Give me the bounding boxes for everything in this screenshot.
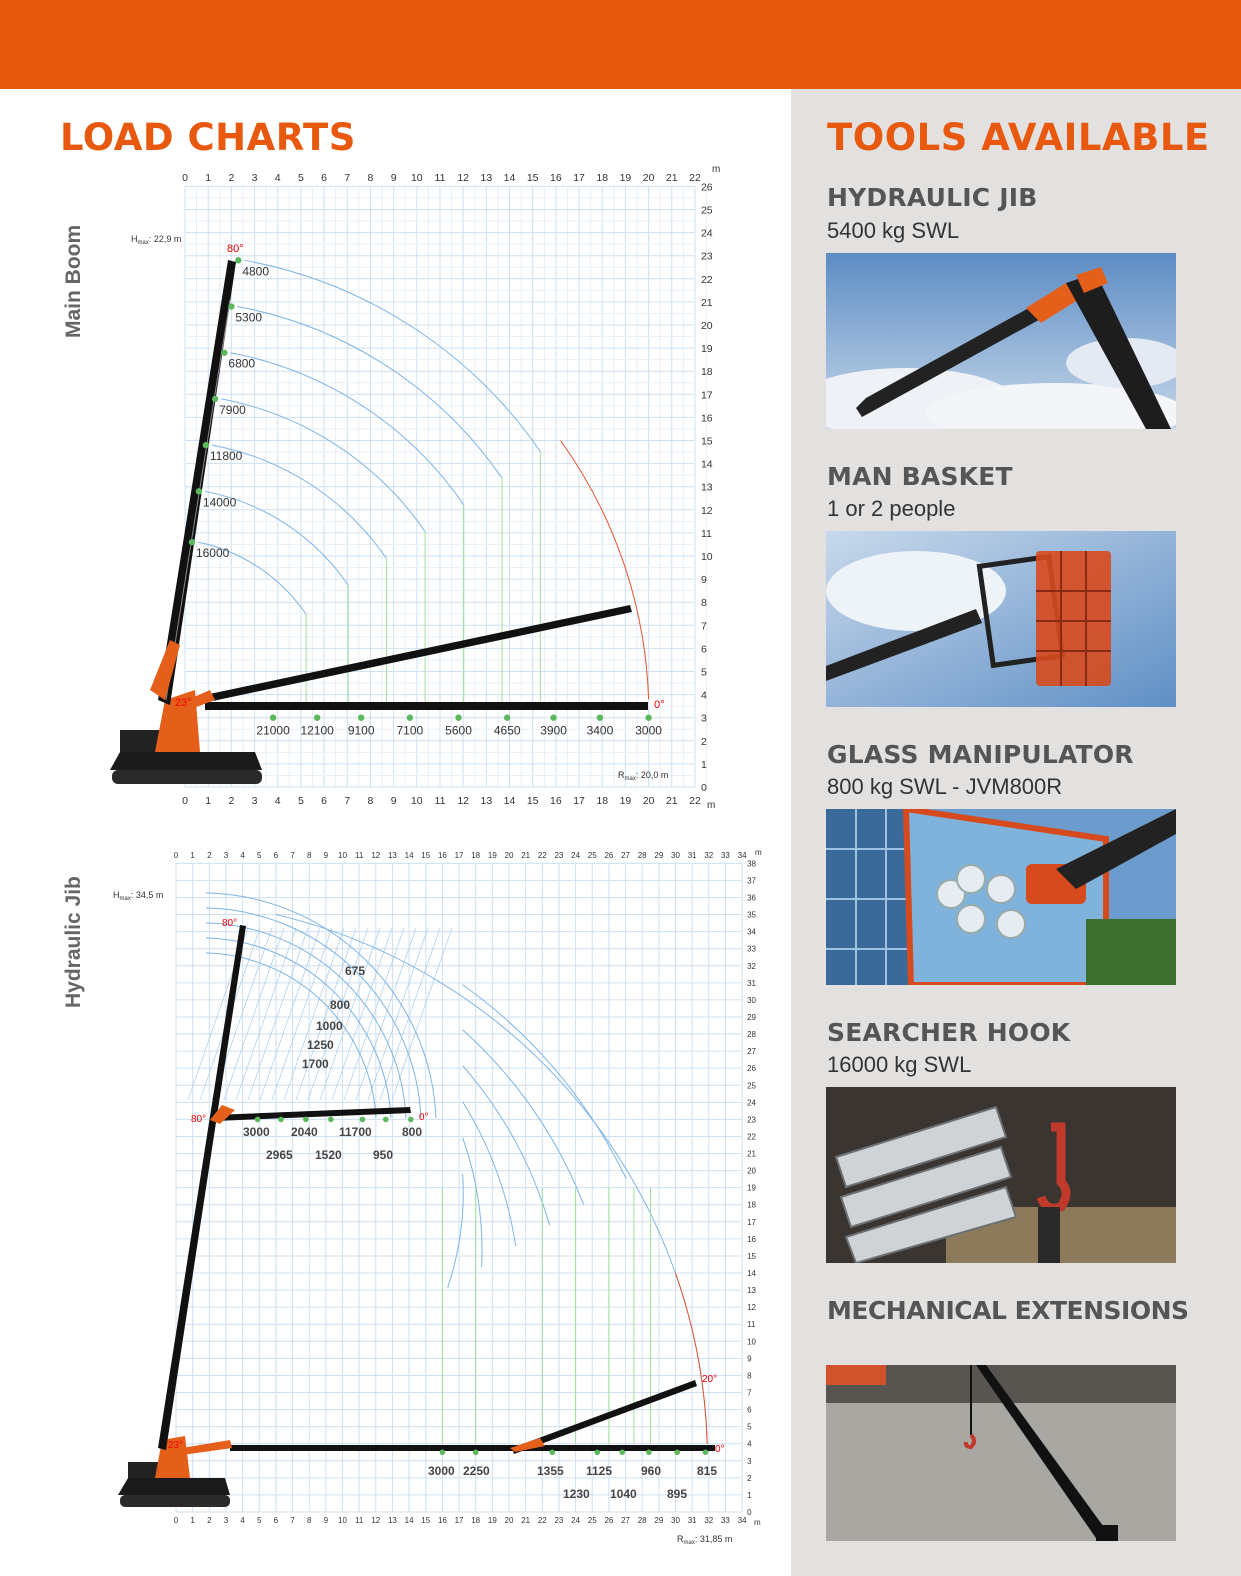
- x-tick-label: 12: [371, 851, 381, 860]
- load-point: [549, 1449, 555, 1455]
- x-tick-label: 8: [306, 1516, 312, 1525]
- y-tick-label: 24: [700, 227, 713, 240]
- mechanical-extension-photo: [826, 1365, 1176, 1541]
- y-tick-label: 35: [747, 910, 757, 920]
- y-tick-label: 2: [747, 1473, 752, 1483]
- load-point: [674, 1449, 680, 1455]
- load-point: [703, 1449, 709, 1455]
- y-tick-label: 9: [747, 1354, 752, 1364]
- x-tick-label: 0: [173, 1516, 179, 1525]
- radius-arc: [463, 985, 627, 1179]
- x-tick-label: 20: [504, 1516, 514, 1525]
- x-tick-label: 11: [434, 795, 446, 807]
- y-tick-label: 38: [747, 859, 757, 869]
- x-tick-label: 29: [654, 1516, 664, 1525]
- y-tick-label: 31: [747, 978, 757, 988]
- x-tick-label: 22: [537, 1516, 547, 1525]
- jib-angle-0-lower: 0°: [715, 1444, 725, 1455]
- jib-lower-load: 960: [641, 1464, 662, 1478]
- x-tick-label: 14: [404, 1516, 414, 1525]
- x-tick-label: 28: [637, 1516, 647, 1525]
- x-tick-label: 19: [487, 1516, 497, 1525]
- y-tick-label: 20: [700, 320, 713, 332]
- load-point: [255, 1117, 261, 1123]
- x-tick-label: 17: [454, 1516, 464, 1525]
- radius-arc: [463, 1102, 516, 1246]
- y-tick-label: 19: [747, 1183, 757, 1193]
- y-tick-label: 27: [747, 1047, 757, 1057]
- man-basket-photo: [826, 531, 1176, 707]
- y-tick-label: 18: [700, 366, 713, 379]
- y-tick-label: 23: [700, 250, 713, 263]
- y-tick-label: 1: [747, 1490, 752, 1500]
- x-tick-label: 11: [354, 1516, 364, 1525]
- sidebar-title: TOOLS AVAILABLE: [827, 116, 1210, 159]
- y-tick-label: 21: [747, 1149, 757, 1159]
- x-tick-label: 5: [297, 172, 304, 184]
- y-tick-label: 6: [747, 1405, 752, 1415]
- y-tick-label: 0: [700, 782, 707, 794]
- tool-title-searcher-hook: SEARCHER HOOK: [827, 1018, 1071, 1047]
- x-tick-label: 9: [390, 795, 397, 807]
- x-tick-label: 10: [338, 1516, 347, 1525]
- y-tick-label: 17: [747, 1217, 757, 1227]
- load-value: 12100: [300, 723, 334, 738]
- y-tick-label: 18: [747, 1200, 757, 1210]
- jib-zone-load: 800: [330, 998, 351, 1012]
- y-tick-label: 0: [747, 1508, 752, 1517]
- x-tick-label: 0: [182, 172, 188, 184]
- x-tick-label: 33: [720, 1516, 730, 1525]
- y-tick-label: 25: [747, 1081, 757, 1091]
- x-tick-label: 2: [207, 851, 212, 860]
- y-tick-label: 10: [747, 1337, 757, 1347]
- hatch-line: [392, 928, 452, 1100]
- y-tick-label: 28: [747, 1030, 757, 1040]
- y-tick-label: 15: [747, 1251, 757, 1261]
- x-tick-label: 8: [367, 172, 374, 184]
- x-tick-label: 21: [665, 795, 678, 807]
- hatch-line: [260, 928, 320, 1100]
- y-tick-label: 7: [747, 1388, 752, 1398]
- x-tick-label: 22: [689, 795, 701, 807]
- x-tick-label: 18: [596, 795, 609, 807]
- x-tick-label: 13: [387, 851, 397, 860]
- jib-grid: [174, 851, 757, 1525]
- jib-angle-23: 23°: [168, 1440, 184, 1451]
- x-tick-label: 5: [297, 795, 304, 807]
- x-tick-label: 28: [637, 851, 647, 860]
- tool-spec-glass-manipulator: 800 kg SWL - JVM800R: [827, 774, 1063, 799]
- x-tick-label: 20: [642, 795, 655, 807]
- x-tick-label: 10: [410, 795, 423, 807]
- x-tick-label: 1: [190, 1516, 195, 1525]
- x-tick-label: 20: [504, 851, 514, 860]
- hatch-line: [236, 928, 296, 1100]
- tool-title-man-basket: MAN BASKET: [827, 462, 1013, 491]
- y-tick-label: 19: [700, 343, 713, 356]
- jib-upper-load: 800: [402, 1125, 423, 1139]
- main-boom-hmax-label: $H_{max}$: 22,9 m: [131, 234, 182, 246]
- x-tick-label: 11: [434, 172, 446, 184]
- hatch-line: [368, 928, 428, 1100]
- x-tick-label: 26: [604, 851, 614, 860]
- main-boom-bottom-unit: m: [707, 800, 716, 811]
- x-tick-label: 15: [526, 795, 539, 807]
- x-tick-label: 18: [471, 851, 481, 860]
- y-tick-label: 16: [700, 412, 713, 425]
- load-value: 3900: [540, 723, 567, 738]
- x-tick-label: 5: [257, 851, 262, 860]
- y-tick-label: 7: [700, 620, 707, 633]
- y-tick-label: 13: [747, 1286, 757, 1296]
- load-value: 6800: [228, 356, 256, 371]
- x-tick-label: 19: [487, 851, 497, 860]
- jib-lower-load: 1355: [537, 1464, 564, 1478]
- y-tick-label: 2: [700, 735, 707, 748]
- y-tick-label: 24: [747, 1098, 757, 1108]
- jib-zone-load: 675: [345, 964, 366, 978]
- x-tick-label: 3: [251, 172, 258, 184]
- x-tick-label: 9: [323, 851, 329, 860]
- x-tick-label: 5: [257, 1516, 262, 1525]
- x-tick-label: 2: [228, 795, 235, 807]
- y-tick-label: 9: [700, 574, 707, 587]
- load-value: 11800: [209, 449, 243, 464]
- x-tick-label: 15: [421, 1516, 431, 1525]
- y-tick-label: 5: [747, 1422, 752, 1432]
- x-tick-label: 33: [720, 851, 730, 860]
- load-value: 7900: [219, 402, 246, 417]
- load-point: [408, 1117, 414, 1123]
- x-tick-label: 25: [587, 851, 597, 860]
- radius-arc: [463, 1138, 482, 1267]
- x-tick-label: 16: [437, 1516, 447, 1525]
- x-tick-label: 12: [457, 795, 470, 807]
- x-tick-label: 19: [619, 172, 632, 184]
- x-tick-label: 8: [367, 795, 374, 807]
- jib-hmax-label: $H_{max}$: 34,5 m: [113, 890, 164, 902]
- x-tick-label: 1: [205, 172, 212, 184]
- x-tick-label: 32: [704, 851, 714, 860]
- x-tick-label: 10: [338, 851, 347, 860]
- x-tick-label: 31: [687, 851, 697, 860]
- jib-angle-0-upper: 0°: [419, 1112, 429, 1123]
- main-boom-angle-80: 80°: [227, 243, 244, 255]
- jib-upper-load: 2040: [291, 1125, 318, 1139]
- load-point: [646, 1449, 652, 1455]
- y-tick-label: 22: [700, 273, 713, 286]
- x-tick-label: 0: [182, 795, 188, 807]
- y-tick-label: 3: [747, 1456, 752, 1466]
- y-tick-label: 11: [747, 1320, 756, 1330]
- y-tick-label: 4: [700, 689, 707, 702]
- y-tick-label: 10: [700, 551, 713, 563]
- x-tick-label: 4: [240, 1516, 245, 1525]
- x-tick-label: 9: [390, 172, 397, 184]
- x-tick-label: 14: [503, 172, 516, 184]
- y-tick-label: 8: [700, 597, 707, 610]
- searcher-hook-photo: [826, 1087, 1176, 1263]
- jib-zone-load: 1000: [316, 1019, 343, 1033]
- x-tick-label: 3: [223, 851, 229, 860]
- x-tick-label: 13: [387, 1516, 397, 1525]
- load-value: 16000: [195, 546, 230, 561]
- y-tick-label: 6: [700, 643, 707, 656]
- load-value: 21000: [256, 723, 290, 738]
- load-value: 9100: [347, 723, 375, 738]
- y-tick-label: 14: [700, 458, 713, 471]
- jib-lower-load: 1040: [610, 1487, 637, 1501]
- y-tick-label: 4: [747, 1439, 752, 1449]
- y-tick-label: 11: [700, 527, 712, 540]
- tool-title-glass-manipulator: GLASS MANIPULATOR: [827, 740, 1134, 769]
- x-tick-label: 15: [421, 851, 431, 860]
- x-tick-label: 30: [671, 851, 680, 860]
- main-boom-label: Main Boom: [62, 224, 85, 338]
- x-tick-label: 17: [573, 172, 585, 184]
- load-point: [303, 1117, 309, 1123]
- radius-arc: [463, 1030, 584, 1205]
- x-tick-label: 15: [526, 172, 539, 184]
- x-tick-label: 18: [596, 172, 609, 184]
- load-point: [473, 1449, 479, 1455]
- x-tick-label: 3: [251, 795, 258, 807]
- y-tick-label: 5: [700, 666, 707, 679]
- y-tick-label: 32: [747, 961, 757, 971]
- x-tick-label: 16: [437, 851, 447, 860]
- y-tick-label: 26: [747, 1064, 757, 1074]
- jib-lower-load: 2250: [463, 1464, 490, 1478]
- tool-spec-searcher-hook: 16000 kg SWL: [827, 1052, 972, 1077]
- x-tick-label: 25: [587, 1516, 597, 1525]
- x-tick-label: 32: [704, 1516, 714, 1525]
- x-tick-label: 21: [665, 172, 678, 184]
- load-point: [360, 1117, 366, 1123]
- load-point: [278, 1117, 284, 1123]
- y-tick-label: 34: [747, 927, 757, 937]
- x-tick-label: 12: [457, 172, 470, 184]
- load-point: [440, 1449, 446, 1455]
- x-tick-label: 29: [654, 851, 664, 860]
- x-tick-label: 23: [554, 1516, 564, 1525]
- jib-upper-load: 2965: [266, 1148, 293, 1162]
- x-tick-label: 7: [344, 172, 351, 184]
- main-boom-angle-23: 23°: [175, 697, 192, 709]
- x-tick-label: 3: [223, 1516, 229, 1525]
- jib-upper-load: 3000: [243, 1125, 270, 1139]
- x-tick-label: 1: [190, 851, 195, 860]
- y-tick-label: 25: [700, 204, 713, 217]
- x-tick-label: 7: [290, 1516, 295, 1525]
- x-tick-label: 6: [273, 1516, 279, 1525]
- y-tick-label: 17: [700, 389, 713, 402]
- x-tick-label: 8: [306, 851, 312, 860]
- x-tick-label: 30: [671, 1516, 680, 1525]
- jib-lower-load: 895: [667, 1487, 688, 1501]
- hatch-line: [320, 928, 380, 1100]
- crane-jib-photo: [826, 253, 1176, 429]
- y-tick-label: 23: [747, 1115, 757, 1125]
- y-tick-label: 33: [747, 944, 757, 954]
- y-tick-label: 16: [747, 1234, 757, 1244]
- x-tick-label: 6: [321, 172, 328, 184]
- y-tick-label: 13: [700, 481, 713, 494]
- x-tick-label: 6: [321, 795, 328, 807]
- jib-upper-load: 1520: [315, 1148, 342, 1162]
- x-tick-label: 31: [687, 1516, 697, 1525]
- x-tick-label: 12: [371, 1516, 381, 1525]
- x-tick-label: 20: [642, 172, 655, 184]
- y-tick-label: 12: [700, 504, 713, 517]
- x-tick-label: 22: [537, 851, 547, 860]
- load-point: [594, 1449, 600, 1455]
- x-tick-label: 21: [521, 1516, 531, 1525]
- jib-bottom-unit: m: [754, 1518, 761, 1527]
- jib-lower-load: 3000: [428, 1464, 455, 1478]
- x-tick-label: 24: [571, 851, 581, 860]
- x-tick-label: 14: [503, 795, 516, 807]
- x-tick-label: 19: [619, 795, 632, 807]
- x-tick-label: 22: [689, 172, 701, 184]
- x-tick-label: 6: [273, 851, 279, 860]
- x-tick-label: 16: [550, 795, 562, 807]
- jib-angle-80-top: 80°: [222, 918, 238, 929]
- jib-zone-load: 1250: [307, 1038, 334, 1052]
- x-tick-label: 16: [550, 172, 562, 184]
- hydraulic-jib-label: Hydraulic Jib: [62, 876, 85, 1008]
- y-tick-label: 30: [747, 995, 757, 1005]
- x-tick-label: 11: [354, 851, 364, 860]
- jib-angle-80-mid: 80°: [191, 1114, 207, 1125]
- tool-title-mechanical-extensions: MECHANICAL EXTENSIONS: [827, 1296, 1189, 1325]
- y-tick-label: 29: [747, 1012, 757, 1022]
- load-value: 7100: [396, 723, 424, 738]
- hatch-line: [272, 928, 332, 1100]
- load-value: 14000: [202, 495, 237, 510]
- x-tick-label: 34: [737, 851, 747, 860]
- y-tick-label: 1: [700, 758, 707, 771]
- x-tick-label: 13: [480, 172, 493, 184]
- jib-angle-20: 20°: [702, 1374, 718, 1385]
- x-tick-label: 34: [737, 1516, 747, 1525]
- x-tick-label: 14: [404, 851, 414, 860]
- main-boom-angle-0: 0°: [654, 699, 665, 711]
- tool-spec-man-basket: 1 or 2 people: [827, 496, 956, 521]
- x-tick-label: 0: [173, 851, 179, 860]
- jib-lower-load: 815: [697, 1464, 718, 1478]
- load-value: 4650: [493, 723, 521, 738]
- y-tick-label: 12: [747, 1303, 757, 1313]
- y-tick-label: 21: [700, 296, 713, 309]
- main-boom-top-unit: m: [712, 164, 721, 175]
- load-value: 5300: [235, 310, 263, 325]
- x-tick-label: 10: [410, 172, 423, 184]
- main-boom-rmax-label: $R_{max}$: 20,0 m: [618, 770, 669, 782]
- x-tick-label: 17: [454, 851, 464, 860]
- y-tick-label: 3: [700, 712, 707, 725]
- x-tick-label: 1: [205, 795, 212, 807]
- y-tick-label: 36: [747, 893, 757, 903]
- page-title: LOAD CHARTS: [60, 116, 356, 159]
- jib-zone-load: 1700: [302, 1057, 329, 1071]
- tool-spec-hydraulic-jib: 5400 kg SWL: [827, 218, 960, 243]
- x-tick-label: 21: [521, 851, 531, 860]
- y-tick-label: 22: [747, 1132, 757, 1142]
- x-tick-label: 26: [604, 1516, 614, 1525]
- x-tick-label: 13: [480, 795, 493, 807]
- x-tick-label: 17: [573, 795, 585, 807]
- tool-title-hydraulic-jib: HYDRAULIC JIB: [827, 183, 1038, 212]
- hatch-line: [224, 928, 284, 1100]
- y-tick-label: 26: [700, 181, 713, 194]
- jib-top-unit: m: [755, 848, 762, 857]
- x-tick-label: 4: [274, 172, 281, 184]
- x-tick-label: 27: [621, 1516, 631, 1525]
- x-tick-label: 7: [290, 851, 295, 860]
- load-point: [383, 1117, 389, 1123]
- radius-arc: [448, 1174, 464, 1288]
- y-tick-label: 20: [747, 1166, 757, 1176]
- load-point: [619, 1449, 625, 1455]
- x-tick-label: 4: [274, 795, 281, 807]
- y-tick-label: 37: [747, 876, 757, 886]
- jib-radius-arcs: [206, 893, 707, 1444]
- x-tick-label: 24: [571, 1516, 581, 1525]
- x-tick-label: 7: [344, 795, 351, 807]
- x-tick-label: 2: [228, 172, 235, 184]
- x-tick-label: 9: [323, 1516, 329, 1525]
- load-point: [328, 1117, 334, 1123]
- load-value: 4800: [242, 264, 270, 279]
- jib-upper-load: 11700: [339, 1125, 372, 1139]
- x-tick-label: 2: [207, 1516, 212, 1525]
- jib-rmax-label: $R_{max}$: 31,85 m: [677, 1534, 733, 1546]
- y-tick-label: 15: [700, 435, 713, 448]
- x-tick-label: 4: [240, 851, 245, 860]
- load-value: 3400: [586, 723, 614, 738]
- y-tick-label: 8: [747, 1371, 752, 1381]
- y-tick-label: 14: [747, 1269, 757, 1279]
- jib-lower-load: 1125: [586, 1464, 613, 1478]
- glass-manipulator-photo: [826, 809, 1176, 985]
- load-value: 3000: [635, 723, 662, 738]
- x-tick-label: 23: [554, 851, 564, 860]
- load-value: 5600: [445, 723, 472, 738]
- x-tick-label: 27: [621, 851, 631, 860]
- x-tick-label: 18: [471, 1516, 481, 1525]
- jib-upper-load: 950: [373, 1148, 394, 1162]
- jib-lower-load: 1230: [563, 1487, 590, 1501]
